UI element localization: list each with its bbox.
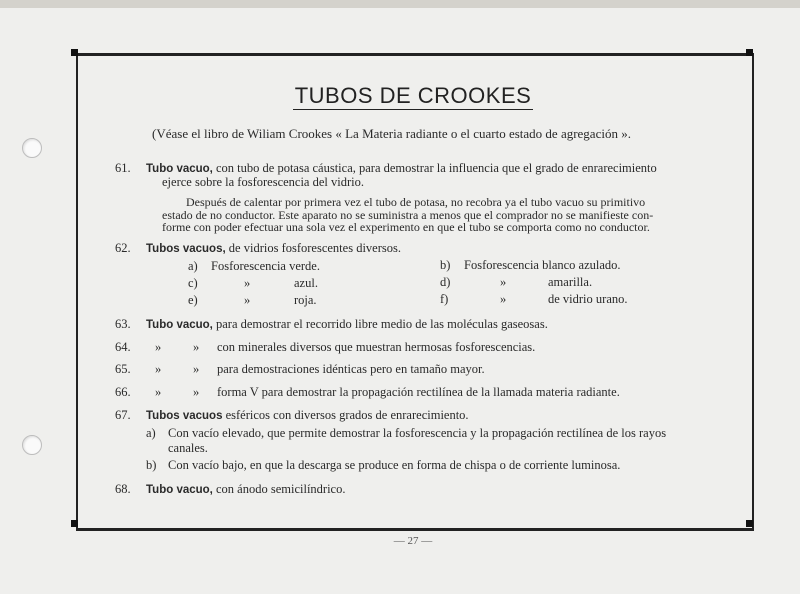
frame-corner <box>746 520 753 527</box>
item-bold-label: Tubo vacuo, <box>146 319 213 331</box>
item-text <box>146 482 345 497</box>
sub-item-text: Con vacío elevado, que permite demostrar la fosforescencia y la propagación rectilínea de los rayos <box>168 426 667 440</box>
ditto-mark: » <box>193 340 200 354</box>
item-bold-label: Tubo vacuo, <box>146 484 213 496</box>
item-number: 61. <box>115 161 131 175</box>
variant-letter: b) <box>440 258 451 272</box>
sub-item-letter: b) <box>146 458 157 472</box>
item-text <box>146 317 548 332</box>
ditto-mark: » <box>244 276 251 290</box>
ditto-mark: » <box>155 362 162 376</box>
page-top-edge <box>0 0 800 8</box>
item-paragraph <box>162 195 654 234</box>
frame-corner <box>71 49 78 56</box>
item-bold-label: Tubo vacuo, <box>146 163 213 175</box>
subtitle: (Véase el libro de Wiliam Crookes « La Materia radiante o el cuarto estado de agregación ». <box>152 126 631 141</box>
ditto-mark: » <box>155 340 162 354</box>
variant-letter: c) <box>188 276 198 290</box>
item-description: con minerales diversos que muestran hermosas fosforescencias. <box>217 340 536 354</box>
variant-letter: e) <box>188 293 198 307</box>
variant-text: azul. <box>294 276 318 290</box>
paragraph-line: forme con poder efectuar una sola vez el experimento en que el tubo se comporta como no conductor. <box>162 220 650 234</box>
item-description: con ánodo semicilíndrico. <box>212 482 346 496</box>
item-text <box>146 161 657 176</box>
item-number: 68. <box>115 482 131 496</box>
variant-text: Fosforescencia blanco azulado. <box>464 258 621 272</box>
variant-text: de vidrio urano. <box>548 292 628 306</box>
item-description: esféricos con diversos grados de enrarecimiento. <box>222 408 469 422</box>
sub-item-letter: a) <box>146 426 156 440</box>
sub-item-continuation: canales. <box>168 441 208 455</box>
frame-corner <box>746 49 753 56</box>
item-number: 64. <box>115 340 131 354</box>
ditto-mark: » <box>500 275 507 289</box>
item-continuation: ejerce sobre la fosforescencia del vidrio. <box>162 175 364 189</box>
frame-corner <box>71 520 78 527</box>
variant-letter: d) <box>440 275 451 289</box>
variant-text: Fosforescencia verde. <box>211 259 320 273</box>
item-description: de vidrios fosforescentes diversos. <box>225 241 401 255</box>
item-bold-label: Tubos vacuos <box>146 410 223 422</box>
ditto-mark: » <box>193 362 200 376</box>
item-text <box>146 408 469 423</box>
item-description: para demostraciones idénticas pero en tamaño mayor. <box>217 362 485 376</box>
item-number: 63. <box>115 317 131 331</box>
ditto-mark: » <box>193 385 200 399</box>
sub-item-text: Con vacío bajo, en que la descarga se produce en forma de chispa o de corriente luminosa. <box>168 458 621 472</box>
paragraph-line: estado de no conductor. Este aparato no se suministra a menos que el comprador no se manifieste con- <box>162 207 654 222</box>
item-number: 65. <box>115 362 131 376</box>
item-text <box>146 241 401 256</box>
ditto-mark: » <box>155 385 162 399</box>
item-description: para demostrar el recorrido libre medio de las moléculas gaseosas. <box>212 317 548 331</box>
punch-hole <box>22 138 42 158</box>
ditto-mark: » <box>244 293 251 307</box>
page-title <box>0 83 800 109</box>
item-bold-label: Tubos vacuos, <box>146 243 226 255</box>
variant-text: roja. <box>294 293 317 307</box>
item-description: con tubo de potasa cáustica, para demostrar la influencia que el grado de enrarecimiento <box>212 161 657 175</box>
item-number: 62. <box>115 241 131 255</box>
page-number: — 27 — <box>393 535 433 547</box>
variant-letter: f) <box>440 292 449 306</box>
paragraph-line: Después de calentar por primera vez el tubo de potasa, no recobra ya el tubo vacuo su primitivo <box>186 195 646 209</box>
page-title-text: TUBOS DE CROOKES <box>294 83 532 108</box>
variant-text: amarilla. <box>548 275 593 289</box>
item-number: 66. <box>115 385 131 399</box>
variant-letter: a) <box>188 259 198 273</box>
item-description: forma V para demostrar la propagación rectilínea de la llamada materia radiante. <box>217 385 620 399</box>
item-number: 67. <box>115 408 131 422</box>
ditto-mark: » <box>500 292 507 306</box>
punch-hole <box>22 435 42 455</box>
